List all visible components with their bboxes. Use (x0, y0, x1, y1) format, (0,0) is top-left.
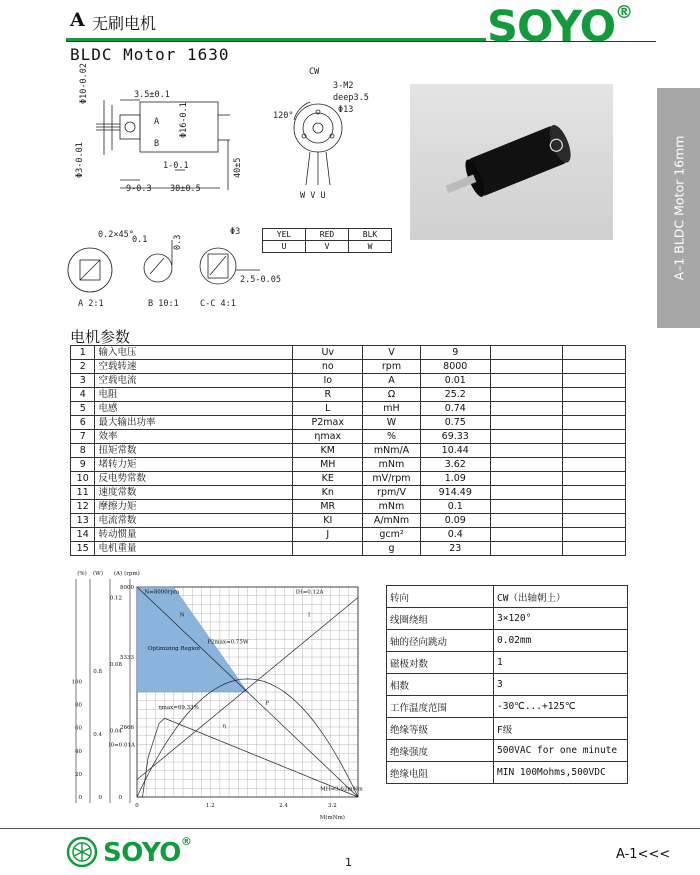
param-val: 23 (420, 542, 490, 556)
dim-label-b: B (154, 139, 160, 149)
param-empty-cell (490, 500, 562, 514)
param-no: 6 (71, 416, 95, 430)
param-val: 914.49 (420, 486, 490, 500)
param-name: 堵转力矩 (95, 458, 293, 472)
param-empty-cell (490, 472, 562, 486)
page-title: 无刷电机 (92, 14, 157, 33)
params-title: 电机参数 (70, 328, 131, 346)
param-empty-cell (490, 430, 562, 444)
label-eta: η (222, 723, 226, 730)
soyo-logo (487, 2, 632, 52)
annotation-etamax: ηmax=69.33% (158, 704, 199, 711)
param-name: 电阻 (95, 388, 293, 402)
param-name: 速度常数 (95, 486, 293, 500)
param-name: 输入电压 (95, 346, 293, 360)
param-row (71, 346, 626, 360)
param-val: 3.62 (420, 458, 490, 472)
current-tick: 0.04 (109, 728, 122, 735)
annotation-mh: MH=3.62mNm (320, 786, 363, 793)
param-val: 0.1 (420, 500, 490, 514)
dim-len-b: 1-0.1 (163, 161, 189, 171)
eff-tick: 80 (75, 702, 82, 709)
spec-row (387, 740, 628, 762)
param-row (71, 458, 626, 472)
param-name: 扭矩常数 (95, 444, 293, 458)
param-unit: rpm/V (363, 486, 421, 500)
param-row (71, 430, 626, 444)
param-row (71, 472, 626, 486)
param-sym: KM (293, 444, 363, 458)
spec-key: 轴的径向跳动 (387, 630, 494, 652)
dim-chamfer: 0.2×45° (98, 230, 134, 240)
param-val: 0.09 (420, 514, 490, 528)
param-row (71, 444, 626, 458)
unit-label: (rpm) (124, 571, 140, 577)
rpm-tick: 2666 (120, 725, 134, 732)
annotation-p2max: P2max=0.75W (207, 639, 249, 646)
param-row (71, 388, 626, 402)
param-empty-cell (490, 416, 562, 430)
power-tick: 0.4 (93, 732, 102, 738)
param-no: 1 (71, 346, 95, 360)
performance-chart (62, 565, 380, 823)
spec-value: F级 (494, 718, 628, 740)
param-val: 0.74 (420, 402, 490, 416)
param-row (71, 402, 626, 416)
unit-label: (W) (93, 571, 103, 577)
dim-deep: deep3.5 (333, 93, 369, 103)
spec-value: 3 (494, 674, 628, 696)
param-empty-cell (490, 458, 562, 472)
param-empty-cell (562, 500, 625, 514)
param-row (71, 374, 626, 388)
param-empty-cell (562, 430, 625, 444)
eff-tick: 40 (75, 748, 82, 755)
param-no: 11 (71, 486, 95, 500)
spec-value: 0.02mm (494, 630, 628, 652)
spec-value: 500VAC for one minute (494, 740, 628, 762)
param-no: 5 (71, 402, 95, 416)
dim-01: 0.1 (132, 235, 148, 245)
wire-value: V (306, 241, 349, 253)
param-unit: mNm/A (363, 444, 421, 458)
spec-key: 绝缘电阻 (387, 762, 494, 784)
power-tick: 0 (98, 795, 102, 801)
spec-value: 1 (494, 652, 628, 674)
spec-value: CW（出轴朝上） (494, 586, 628, 608)
unit-label: (%) (77, 571, 87, 577)
param-name: 空载转速 (95, 360, 293, 374)
motor-photo-illustration (410, 84, 613, 240)
param-name: 反电势常数 (95, 472, 293, 486)
param-val: 25.2 (420, 388, 490, 402)
param-empty-cell (562, 360, 625, 374)
param-sym: L (293, 402, 363, 416)
view-c-label: C-C 4:1 (200, 299, 236, 309)
param-empty-cell (562, 458, 625, 472)
param-empty-cell (490, 528, 562, 542)
eff-tick: 60 (75, 725, 82, 732)
wire-value: U (263, 241, 306, 253)
view-b-label: B 10:1 (148, 299, 179, 309)
param-empty-cell (562, 514, 625, 528)
spec-key: 线圈绕组 (387, 608, 494, 630)
param-no: 14 (71, 528, 95, 542)
param-val: 8000 (420, 360, 490, 374)
param-row (71, 528, 626, 542)
param-unit: mNm (363, 500, 421, 514)
dim-pcd: Φ13 (338, 105, 354, 115)
param-unit: A (363, 374, 421, 388)
dim-d-body: Φ16-0.1 (179, 102, 189, 138)
param-sym: MR (293, 500, 363, 514)
brand-name: SOYO (487, 2, 616, 52)
param-empty-cell (562, 542, 625, 556)
footer-logo (103, 835, 192, 868)
param-row (71, 486, 626, 500)
spec-key: 磁极对数 (387, 652, 494, 674)
label-i: I (307, 612, 311, 619)
spec-row (387, 586, 628, 608)
param-empty-cell (490, 346, 562, 360)
param-sym: MH (293, 458, 363, 472)
side-tab (657, 88, 700, 328)
params-table (70, 345, 626, 556)
x-tick: 0 (135, 803, 139, 809)
spec-value: MIN 100Mohms,500VDC (494, 762, 628, 784)
spec-row (387, 608, 628, 630)
param-name: 转动惯量 (95, 528, 293, 542)
param-no: 12 (71, 500, 95, 514)
param-name: 电流常数 (95, 514, 293, 528)
wire-color-table (262, 228, 392, 253)
param-sym: ηmax (293, 430, 363, 444)
param-no: 2 (71, 360, 95, 374)
param-unit: V (363, 346, 421, 360)
param-name: 最大输出功率 (95, 416, 293, 430)
registered-mark: ® (615, 1, 633, 23)
spec-value: -30℃...+125℃ (494, 696, 628, 718)
param-row (71, 360, 626, 374)
x-tick: 1.2 (205, 803, 215, 809)
spec-row (387, 674, 628, 696)
soyo-emblem-icon (66, 836, 98, 868)
param-unit: A/mNm (363, 514, 421, 528)
param-no: 3 (71, 374, 95, 388)
current-tick: 0.08 (109, 662, 122, 668)
param-no: 8 (71, 444, 95, 458)
param-name: 空载电流 (95, 374, 293, 388)
param-empty-cell (562, 346, 625, 360)
annotation-i0: I0=0.01A (108, 742, 135, 749)
param-unit: W (363, 416, 421, 430)
param-no: 4 (71, 388, 95, 402)
param-no: 13 (71, 514, 95, 528)
dim-len-c: 9-0.3 (126, 184, 152, 194)
param-no: 9 (71, 458, 95, 472)
spec-key: 绝缘强度 (387, 740, 494, 762)
param-empty-cell (490, 514, 562, 528)
dim-shaft: Φ3-0.01 (75, 142, 85, 178)
param-empty-cell (562, 528, 625, 542)
technical-drawing (60, 60, 410, 310)
param-row (71, 514, 626, 528)
param-name: 电感 (95, 402, 293, 416)
param-unit: mNm (363, 458, 421, 472)
param-empty-cell (562, 374, 625, 388)
param-unit: Ω (363, 388, 421, 402)
param-sym: R (293, 388, 363, 402)
eff-tick: 0 (78, 795, 82, 801)
rpm-tick: 5333 (120, 655, 134, 662)
motor-shaft-boss (120, 115, 140, 139)
spec-row (387, 718, 628, 740)
param-empty-cell (562, 388, 625, 402)
side-tab-text: A–1 BLDC Motor 16mm (671, 135, 686, 281)
footer-rule (0, 828, 700, 829)
param-row (71, 416, 626, 430)
param-unit: gcm² (363, 528, 421, 542)
param-sym: KI (293, 514, 363, 528)
param-sym: Uv (293, 346, 363, 360)
param-sym: P2max (293, 416, 363, 430)
current-tick: 0 (118, 795, 122, 801)
param-val: 0.75 (420, 416, 490, 430)
param-name: 电机重量 (95, 542, 293, 556)
param-sym: no (293, 360, 363, 374)
spec-row (387, 696, 628, 718)
param-val: 10.44 (420, 444, 490, 458)
footer-brand: SOYO (103, 838, 181, 868)
specs-table (386, 585, 628, 784)
section-letter: A (70, 9, 85, 31)
param-sym: Io (293, 374, 363, 388)
spec-key: 绝缘等级 (387, 718, 494, 740)
dim-wires: W V U (300, 191, 326, 201)
param-empty-cell (490, 402, 562, 416)
dim-cw: CW (309, 67, 320, 77)
eff-tick: 20 (75, 771, 82, 778)
param-row (71, 542, 626, 556)
param-sym: KE (293, 472, 363, 486)
param-val: 0.4 (420, 528, 490, 542)
param-unit: g (363, 542, 421, 556)
dim-len-e: 2.5-0.05 (240, 275, 281, 285)
dim-m2: 3-M2 (333, 81, 354, 91)
param-empty-cell (562, 444, 625, 458)
x-tick: 3.2 (327, 803, 337, 809)
dim-label-a: A (154, 117, 160, 127)
param-val: 0.01 (420, 374, 490, 388)
label-p: P (265, 700, 269, 707)
param-empty-cell (562, 402, 625, 416)
spec-key: 工作温度范围 (387, 696, 494, 718)
param-val: 1.09 (420, 472, 490, 486)
wire-value: W (349, 241, 392, 253)
spec-row (387, 630, 628, 652)
spec-row (387, 652, 628, 674)
spec-row (387, 762, 628, 784)
wire-header: RED (306, 229, 349, 241)
param-no: 15 (71, 542, 95, 556)
dim-d3: Φ3 (230, 227, 241, 237)
wire-header: YEL (263, 229, 306, 241)
param-unit: % (363, 430, 421, 444)
param-val: 69.33 (420, 430, 490, 444)
param-sym: J (293, 528, 363, 542)
annotation-n0: N=8000rpm (144, 589, 180, 596)
param-name: 效率 (95, 430, 293, 444)
page-code: A-1<<< (616, 847, 671, 862)
view-a-label: A 2:1 (78, 299, 104, 309)
param-sym (293, 542, 363, 556)
param-unit: mH (363, 402, 421, 416)
annotation-ih: IH=0.12A (295, 589, 324, 596)
param-empty-cell (490, 388, 562, 402)
param-empty-cell (490, 542, 562, 556)
wire-header: BLK (349, 229, 392, 241)
x-axis-label: M(mNm) (319, 815, 345, 821)
param-name: 摩擦力矩 (95, 500, 293, 514)
power-tick: 0.8 (93, 669, 102, 675)
param-empty-cell (490, 374, 562, 388)
spec-key: 转向 (387, 586, 494, 608)
param-sym: Kn (293, 486, 363, 500)
page-number: 1 (345, 856, 352, 869)
param-empty-cell (562, 472, 625, 486)
dim-lead: 40±5 (233, 157, 243, 178)
spec-key: 相数 (387, 674, 494, 696)
region-label: Optimizing Region (147, 646, 200, 652)
param-no: 10 (71, 472, 95, 486)
unit-label: (A) (113, 571, 123, 577)
param-empty-cell (562, 416, 625, 430)
dim-d-top: Φ10-0.02 (79, 63, 89, 104)
dim-len-a: 3.5±0.1 (134, 90, 170, 100)
dim-angle: 120° (273, 111, 294, 121)
model-title: BLDC Motor 1630 (70, 45, 230, 64)
param-val: 9 (420, 346, 490, 360)
eff-tick: 100 (71, 679, 82, 686)
param-empty-cell (490, 444, 562, 458)
current-tick: 0.12 (109, 595, 122, 602)
param-no: 7 (71, 430, 95, 444)
spec-value: 3×120° (494, 608, 628, 630)
footer-registered-mark: ® (180, 835, 192, 849)
param-empty-cell (490, 486, 562, 500)
label-n: N (179, 612, 185, 619)
param-unit: mV/rpm (363, 472, 421, 486)
param-row (71, 500, 626, 514)
param-empty-cell (490, 360, 562, 374)
rpm-tick: 8000 (120, 585, 134, 591)
product-photo (410, 84, 613, 240)
param-unit: rpm (363, 360, 421, 374)
dim-03: 0.3 (173, 234, 183, 250)
dim-len-d: 30±0.5 (170, 184, 201, 194)
param-empty-cell (562, 486, 625, 500)
x-tick: 2.4 (279, 803, 288, 809)
